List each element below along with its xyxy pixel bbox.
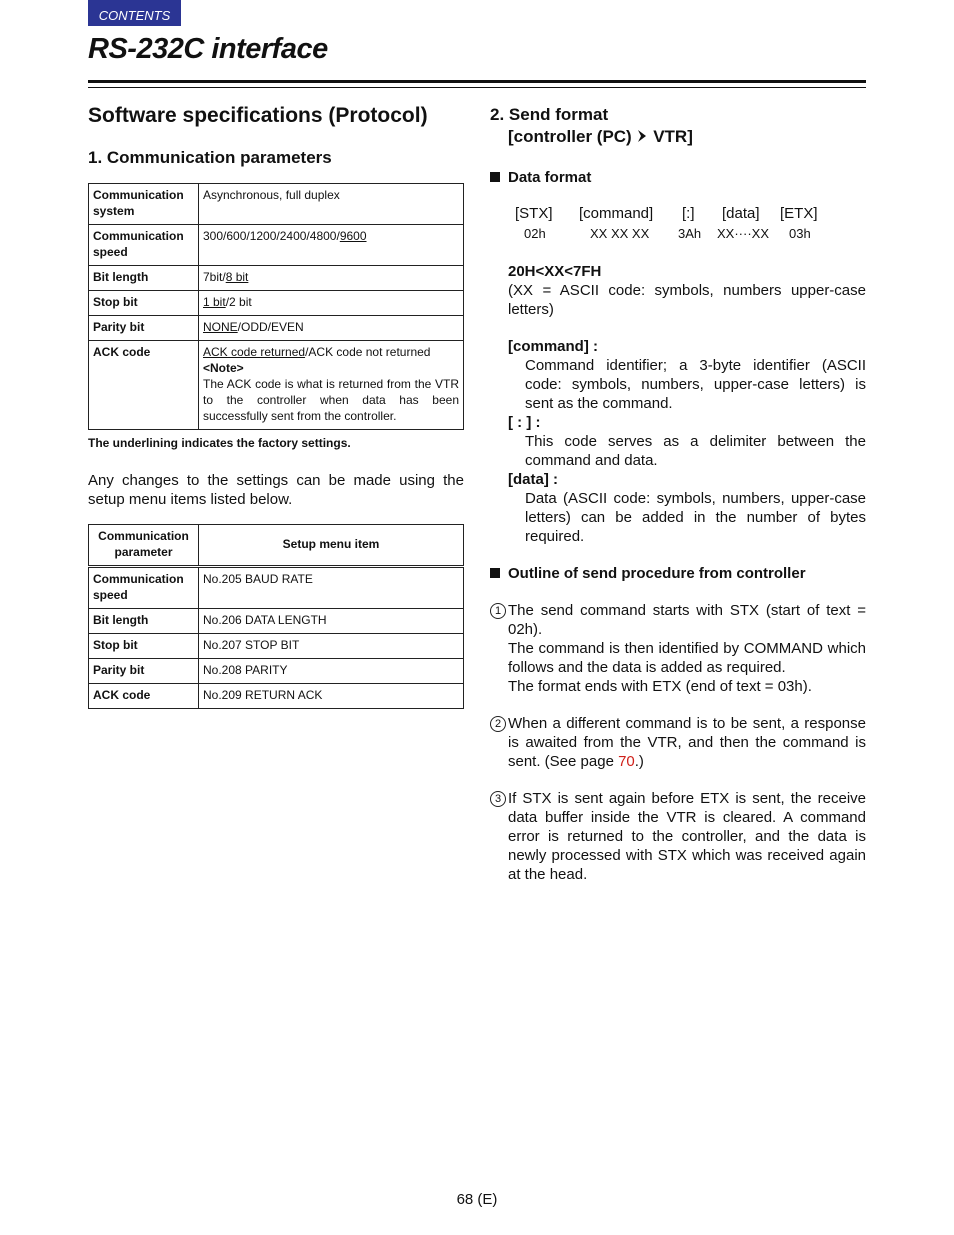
param-value <box>199 225 464 266</box>
param-label: Communication speed <box>89 567 199 609</box>
format-value: XX XX XX <box>590 226 650 241</box>
black-square-icon <box>490 568 500 578</box>
heading-text: Outline of send procedure from controller <box>508 565 806 582</box>
parameters-table <box>88 183 464 430</box>
table-row <box>89 316 464 341</box>
colon-desc: This code serves as a delimiter between the command and data. <box>525 433 866 469</box>
format-label: [ETX] <box>780 205 818 222</box>
param-label: Stop bit <box>89 291 199 316</box>
format-value: 02h <box>524 226 546 241</box>
note-text: The ACK code is what is returned from the VTR to the controller when data has been successfully sent from the controller. <box>203 377 459 423</box>
step-3 <box>490 789 866 884</box>
factory-default: NONE <box>203 320 238 334</box>
step-text: The send command starts with STX (start of text = 02h). <box>508 602 866 638</box>
left-column <box>88 104 464 709</box>
section-line2b: VTR] <box>653 127 693 146</box>
section-number: 2. <box>490 105 505 124</box>
note-title: <Note> <box>203 361 244 375</box>
param-value <box>199 266 464 291</box>
format-value: 3Ah <box>678 226 702 241</box>
right-column <box>490 104 866 884</box>
value-text: /ODD/EVEN <box>237 320 304 334</box>
page-link[interactable]: 70 <box>618 753 635 770</box>
param-label: Bit length <box>89 609 199 634</box>
factory-default: 9600 <box>339 229 367 243</box>
format-label: [command] <box>579 205 654 222</box>
step-2 <box>490 714 866 771</box>
section-title: Software specifications (Protocol) <box>88 104 428 127</box>
menu-item: No.207 STOP BIT <box>199 634 464 659</box>
data-label: [data] : <box>508 471 558 488</box>
range-desc: (XX = ASCII code: symbols, numbers upper-case letters) <box>508 282 866 318</box>
black-square-icon <box>490 172 500 182</box>
column-header: Setup menu item <box>199 525 464 567</box>
page-title: RS-232C interface <box>88 33 328 65</box>
value-text: /ACK code not returned <box>305 345 431 359</box>
data-desc: Data (ASCII code: symbols, numbers, upper-case letters) can be added in the number of bytes required. <box>525 490 866 545</box>
circled-number-3-icon: 3 <box>490 791 506 807</box>
column-header: Communication parameter <box>89 525 199 567</box>
section-line1: Send format <box>508 105 609 124</box>
factory-default: ACK code returned <box>203 345 306 359</box>
param-label: ACK code <box>89 341 199 430</box>
command-desc: Command identifier; a 3-byte identifier (ASCII code: symbols, numbers, upper-case letters) is sent as the command. <box>525 357 866 412</box>
param-label: Stop bit <box>89 634 199 659</box>
format-value: 03h <box>789 226 811 241</box>
param-label: Communication speed <box>89 225 199 266</box>
section-line2a: [controller (PC) <box>508 127 632 146</box>
table-row <box>89 684 464 709</box>
table-row <box>89 659 464 684</box>
range-label: 20H<XX<7FH <box>508 263 602 280</box>
table-row <box>89 266 464 291</box>
circled-number-2-icon: 2 <box>490 716 506 732</box>
table-row <box>89 225 464 266</box>
value-text: /2 bit <box>225 295 252 309</box>
step-text: The format ends with ETX (end of text = 03h). <box>508 678 812 695</box>
step-text: The command is then identified by COMMAND which follows and the data is added as required. <box>508 640 866 676</box>
table-row <box>89 634 464 659</box>
param-label: Communication system <box>89 184 199 225</box>
param-label: ACK code <box>89 684 199 709</box>
changes-text: Any changes to the settings can be made using the setup menu items listed below. <box>88 472 464 508</box>
setup-menu-table <box>88 524 464 709</box>
colon-label: [ : ] : <box>508 414 541 431</box>
format-label: [data] <box>722 205 760 222</box>
step-text-main: When a different command is to be sent, a response is awaited from the VTR, and then the command is sent. (See page <box>508 715 866 770</box>
page-number: 68 (E) <box>456 1191 498 1208</box>
table-row <box>89 567 464 609</box>
factory-default: 8 bit <box>225 270 249 284</box>
param-value <box>199 341 464 430</box>
step-text <box>508 714 866 771</box>
table-header-row <box>89 525 464 567</box>
table-row <box>89 341 464 430</box>
format-label: [STX] <box>515 205 553 222</box>
param-value: Asynchronous, full duplex <box>199 184 464 225</box>
command-label: [command] : <box>508 338 598 355</box>
param-label: Parity bit <box>89 659 199 684</box>
param-value <box>199 316 464 341</box>
step-text: If STX is sent again before ETX is sent, the receive data buffer inside the VTR is cleared. A command error is returned to the controller, and the data is newly processed with STX which was received again at the head. <box>508 790 866 883</box>
param-label: Bit length <box>89 266 199 291</box>
format-value: XX····XX <box>717 226 769 241</box>
table-row <box>89 609 464 634</box>
param-label: Parity bit <box>89 316 199 341</box>
title-rule-thin <box>88 87 866 88</box>
subsection-title: 1. Communication parameters <box>88 148 332 167</box>
menu-item: No.208 PARITY <box>199 659 464 684</box>
factory-default: 1 bit <box>203 295 226 309</box>
menu-item: No.205 BAUD RATE <box>199 567 464 609</box>
param-value <box>199 291 464 316</box>
format-details <box>490 262 866 546</box>
value-text: 300/600/1200/2400/4800/ <box>203 229 340 243</box>
value-text: 7bit/ <box>203 270 226 284</box>
table-row <box>89 184 464 225</box>
menu-item: No.209 RETURN ACK <box>199 684 464 709</box>
factory-note: The underlining indicates the factory settings. <box>88 436 351 450</box>
step-text-end: .) <box>634 753 644 770</box>
step-1 <box>490 601 866 696</box>
format-label: [:] <box>682 205 695 222</box>
data-format-heading <box>490 169 866 186</box>
menu-item: No.206 DATA LENGTH <box>199 609 464 634</box>
contents-link[interactable]: CONTENTS <box>88 0 181 26</box>
format-diagram <box>490 205 866 245</box>
send-format-title <box>490 104 866 149</box>
table-row <box>89 291 464 316</box>
heading-text: Data format <box>508 169 592 186</box>
right-triangle-arrow-icon <box>636 127 648 149</box>
outline-heading <box>490 565 866 582</box>
circled-number-1-icon: 1 <box>490 603 506 619</box>
title-rule-thick <box>88 80 866 83</box>
